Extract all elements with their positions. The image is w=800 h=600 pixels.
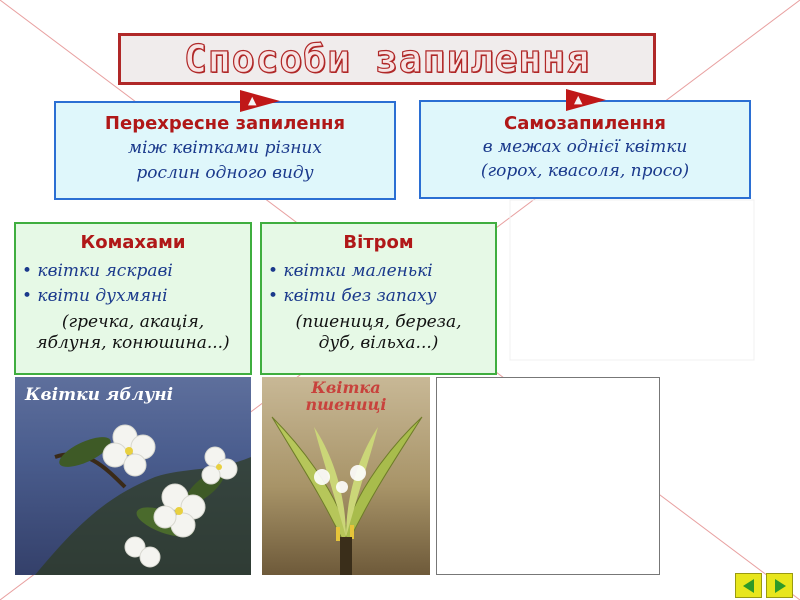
insect-bullet-1: • квітки яскраві xyxy=(22,261,173,281)
insect-pollination-title: Комахами xyxy=(80,232,186,253)
wind-examples-line-2: дуб, вільха...) xyxy=(318,333,439,353)
wind-examples-line-1: (пшениця, береза, xyxy=(295,312,462,332)
cross-pollination-box xyxy=(54,101,396,200)
self-pollination-title: Самозапилення xyxy=(504,113,666,134)
page-title: Способи запилення xyxy=(184,37,590,81)
triangle-left-icon xyxy=(743,579,754,593)
wheat-caption-line-1: Квітка xyxy=(311,378,381,397)
insect-examples-line-1: (гречка, акація, xyxy=(61,312,205,332)
wind-bullet-2: • квіти без запаху xyxy=(268,286,437,306)
wind-bullet-1: • квітки маленькі xyxy=(268,261,433,281)
insect-pollination-box xyxy=(14,222,252,375)
insect-examples-line-2: яблуня, конюшина...) xyxy=(36,333,230,353)
self-pollination-box xyxy=(419,100,751,199)
apple-blossom-caption: Квітки яблуні xyxy=(25,385,174,405)
wind-pollination-title: Вітром xyxy=(343,232,414,253)
previous-slide-button[interactable] xyxy=(735,573,762,598)
wind-pollination-box xyxy=(260,222,497,375)
cross-pollination-line-2: рослин одного виду xyxy=(136,163,314,183)
title-banner xyxy=(118,33,656,85)
apple-blossom-image xyxy=(15,377,251,575)
wheat-caption-line-2: пшениці xyxy=(305,395,387,414)
arrow-right-icon[interactable]: ▲ xyxy=(240,90,280,112)
insect-bullet-2: • квіти духмяні xyxy=(22,286,168,306)
apple-blossom-illustration xyxy=(15,377,251,575)
self-pollination-line-2: (горох, квасоля, просо) xyxy=(480,161,690,181)
cross-pollination-line-1: між квітками різних xyxy=(128,138,322,158)
cross-pollination-title: Перехресне запилення xyxy=(104,113,346,134)
triangle-right-icon xyxy=(775,579,786,593)
next-slide-button[interactable] xyxy=(766,573,793,598)
self-pollination-line-1: в межах однієї квітки xyxy=(482,137,688,157)
wheat-flower-caption xyxy=(262,379,430,413)
arrow-right-icon[interactable]: ▲ xyxy=(566,89,606,111)
empty-image-frame xyxy=(436,377,660,575)
wheat-flower-image xyxy=(262,377,430,575)
